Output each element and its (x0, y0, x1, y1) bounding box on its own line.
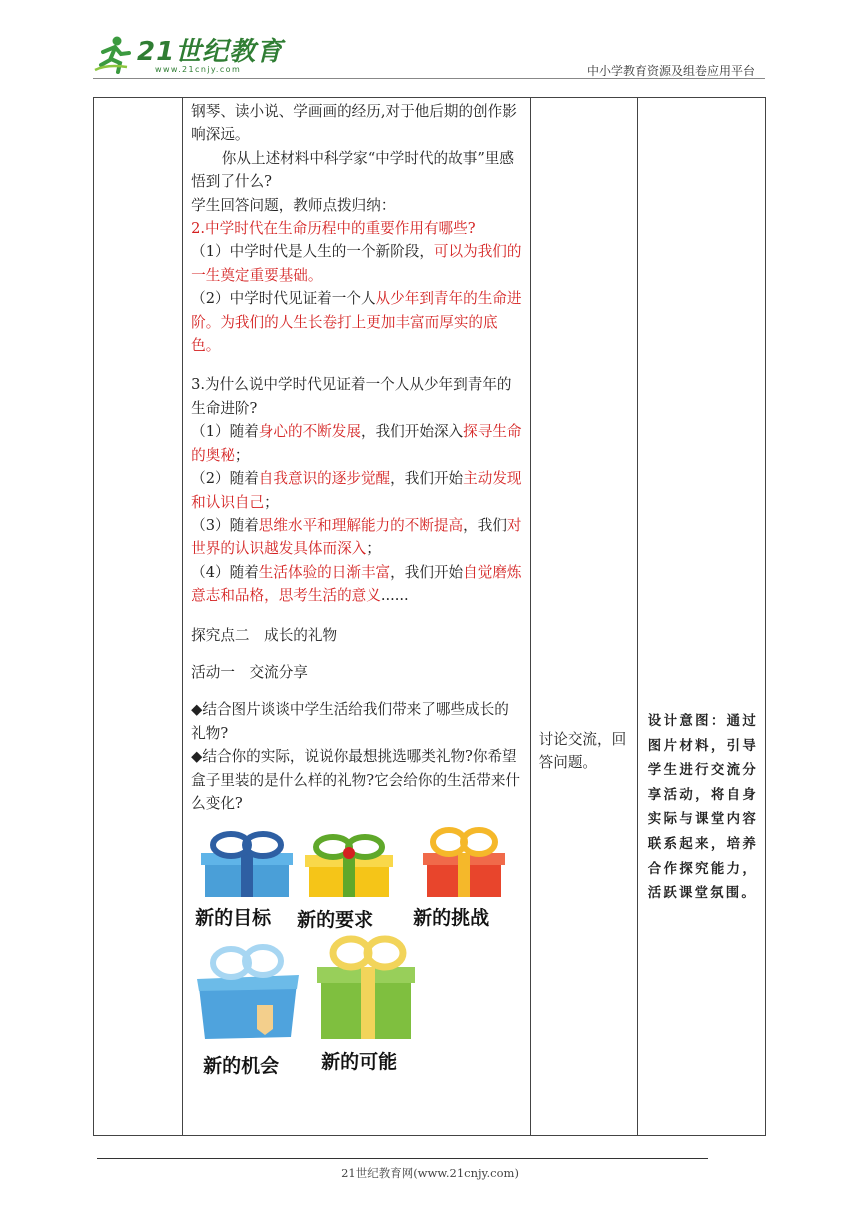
reason-2: （2）随着自我意识的逐步觉醒，我们开始主动发现和认识自己； (191, 470, 522, 511)
reason-3: （3）随着思维水平和理解能力的不断提高，我们对世界的认识越发具体而深入； (191, 516, 522, 558)
gift-label-goal: 新的目标 (195, 907, 272, 930)
blue-gift-icon (199, 829, 295, 899)
light-blue-gift-icon (195, 943, 301, 1041)
answer-1: （1）中学时代是人生的一个新阶段，可以为我们的一生奠定重要基础。 (191, 243, 522, 284)
footer-text: 21世纪教育网(www.21cnjy.com) (341, 1166, 519, 1180)
header-divider (93, 78, 765, 79)
question-2: 2.中学时代在生命历程中的重要作用有哪些? (191, 220, 476, 238)
teacher-note: 学生回答问题，教师点拨归纳： (191, 196, 396, 214)
activity-1: 活动一 交流分享 (191, 663, 308, 681)
section-cell (94, 98, 183, 1136)
gift-label-challenge: 新的挑战 (413, 907, 490, 930)
red-gift-icon (421, 825, 507, 899)
answer-2: （2）中学时代见证着一个人从少年到青年的生命进阶。为我们的人生长卷打上更加丰富而厚实的底色。 (191, 290, 522, 355)
gift-label-possibility: 新的可能 (321, 1051, 398, 1074)
page-header (93, 28, 765, 80)
question-3: 3.为什么说中学时代见证着一个人从少年到青年的生命进阶? (191, 376, 512, 417)
reason-1: （1）随着身心的不断发展，我们开始深入探寻生命的奥秘； (191, 423, 522, 464)
gift-illustration (191, 821, 522, 1121)
teaching-content-cell (183, 98, 531, 1136)
question-prompt: 你从上述材料中科学家“中学时代的故事”里感悟到了什么? (191, 149, 514, 191)
design-intent-cell (637, 98, 765, 1136)
bullet-2: ◆结合你的实际，说说你最想挑选哪类礼物?你希望盒子里装的是什么样的礼物?它会给你的生活带来什么变化? (191, 748, 521, 812)
green-gift-icon (313, 931, 417, 1041)
bullet-1: ◆结合图片谈谈中学生活给我们带来了哪些成长的礼物? (191, 701, 509, 742)
gift-label-requirement: 新的要求 (297, 909, 374, 932)
lesson-table (93, 97, 766, 1136)
reason-4: （4）随着生活体验的日渐丰富，我们开始自觉磨炼意志和品格，思考生活的意义...... (191, 563, 522, 605)
platform-title: 中小学教育资源及组卷应用平台 (586, 64, 755, 78)
gift-label-opportunity: 新的机会 (203, 1055, 280, 1078)
paragraph-continued: 钢琴、读小说、学画画的经历,对于他后期的创作影响深远。 (191, 103, 517, 144)
logo-text: 21世纪教育 (137, 37, 284, 67)
runner-logo-icon (93, 34, 133, 74)
logo-url: www.21cnjy.com (155, 65, 242, 74)
footer-divider (97, 1158, 708, 1159)
discussion-text: 讨论交流，回答问题。 (538, 731, 627, 771)
logo (93, 34, 283, 74)
explore-point-2: 探究点二 成长的礼物 (191, 626, 338, 644)
student-activity-cell (530, 98, 637, 1136)
yellow-gift-icon (303, 833, 395, 899)
design-intent-text: 设计意图：通过图片材料，引导学生进行交流分享活动，将自身实际与课堂内容联系起来，培养合作探究能力，活跃课堂氛围。 (647, 714, 758, 902)
